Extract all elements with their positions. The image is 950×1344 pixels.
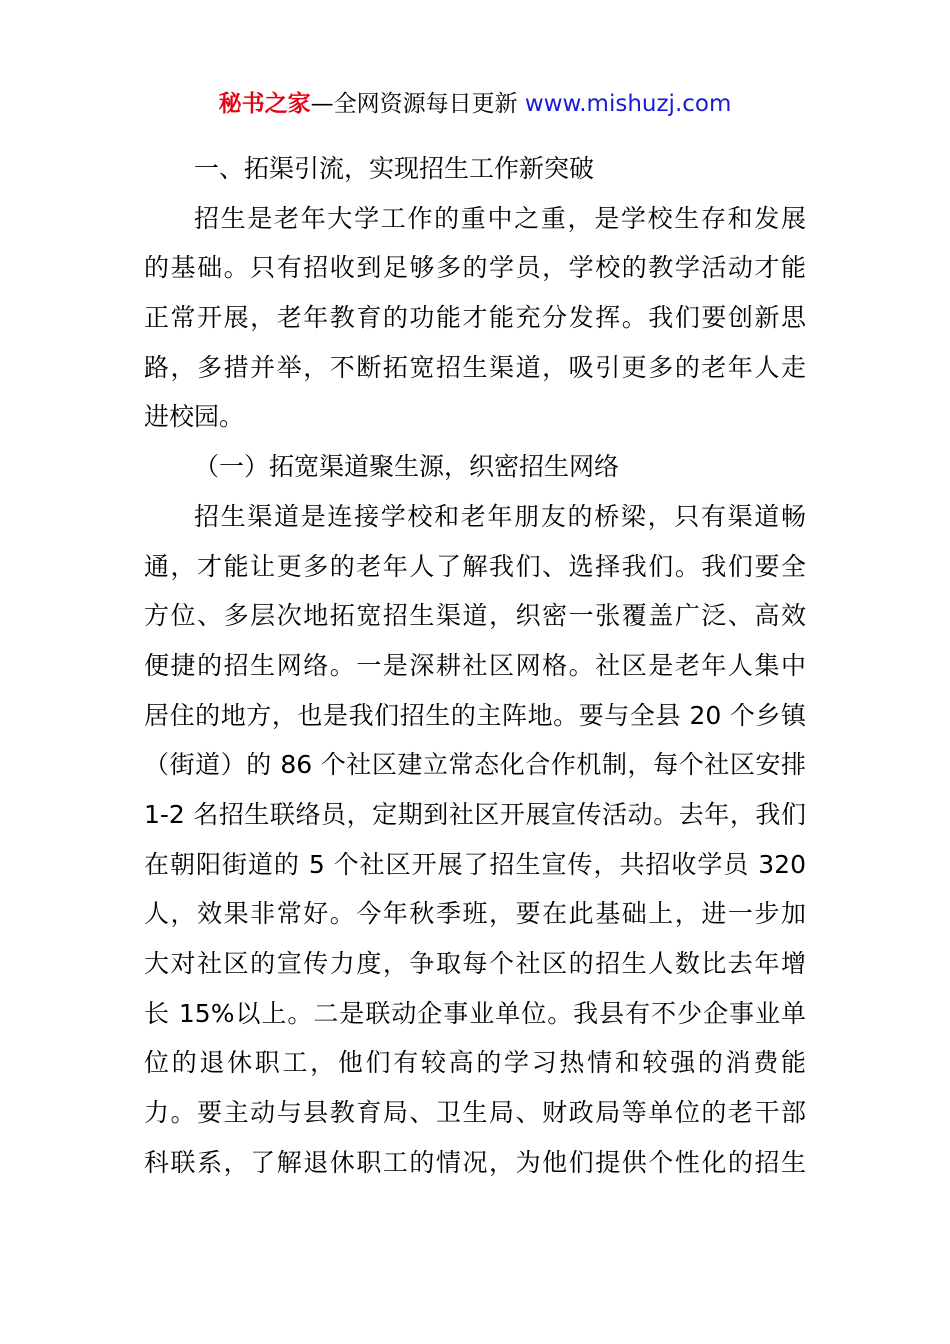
paragraph-line: 人，效果非常好。今年秋季班，要在此基础上，进一步加: [144, 899, 806, 929]
paragraph-line: 长 15%以上。二是联动企事业单位。我县有不少企事业单: [144, 998, 806, 1028]
paragraph-line: 1-2 名招生联络员，定期到社区开展宣传活动。去年，我们: [144, 799, 806, 829]
paragraph-line: 正常开展，老年教育的功能才能充分发挥。我们要创新思: [144, 303, 806, 333]
paragraph-line: （街道）的 86 个社区建立常态化合作机制，每个社区安排: [144, 750, 806, 780]
paragraph-line: 位的退休职工，他们有较高的学习热情和较强的消费能: [144, 1048, 806, 1078]
paragraph-line: 居住的地方，也是我们招生的主阵地。要与全县 20 个乡镇: [144, 700, 806, 730]
document-body: [144, 144, 806, 1187]
paragraph-line: 的基础。只有招收到足够多的学员，学校的教学活动才能: [144, 253, 806, 283]
brand-name: 秘书之家: [218, 91, 311, 117]
paragraph-line: 通，才能让更多的老年人了解我们、选择我们。我们要全: [144, 551, 806, 581]
paragraph-line: 进校园。: [144, 402, 245, 432]
paragraph-line: 在朝阳街道的 5 个社区开展了招生宣传，共招收学员 320: [144, 849, 806, 879]
paragraph-line: 大对社区的宣传力度，争取每个社区的招生人数比去年增: [144, 949, 806, 978]
section-heading: 一、拓渠引流，实现招生工作新突破: [194, 154, 595, 183]
header-tagline: —全网资源每日更新: [310, 91, 525, 117]
paragraph-line: 招生渠道是连接学校和老年朋友的桥梁，只有渠道畅: [194, 501, 806, 531]
paragraph-line: 路，多措并举，不断拓宽招生渠道，吸引更多的老年人走: [144, 352, 806, 382]
paragraph-line: 力。要主动与县教育局、卫生局、财政局等单位的老干部: [144, 1098, 806, 1128]
paragraph-line: 科联系，了解退休职工的情况，为他们提供个性化的招生: [144, 1147, 806, 1177]
paragraph-line: 招生是老年大学工作的重中之重，是学校生存和发展: [194, 203, 806, 233]
site-header: [0, 88, 950, 120]
paragraph-line: 便捷的招生网络。一是深耕社区网格。社区是老年人集中: [144, 650, 806, 680]
header-url-link[interactable]: www.mishuzj.com: [524, 91, 732, 117]
section-heading: （一）拓宽渠道聚生源，织密招生网络: [194, 452, 620, 482]
paragraph-line: 方位、多层次地拓宽招生渠道，织密一张覆盖广泛、高效: [144, 601, 806, 631]
